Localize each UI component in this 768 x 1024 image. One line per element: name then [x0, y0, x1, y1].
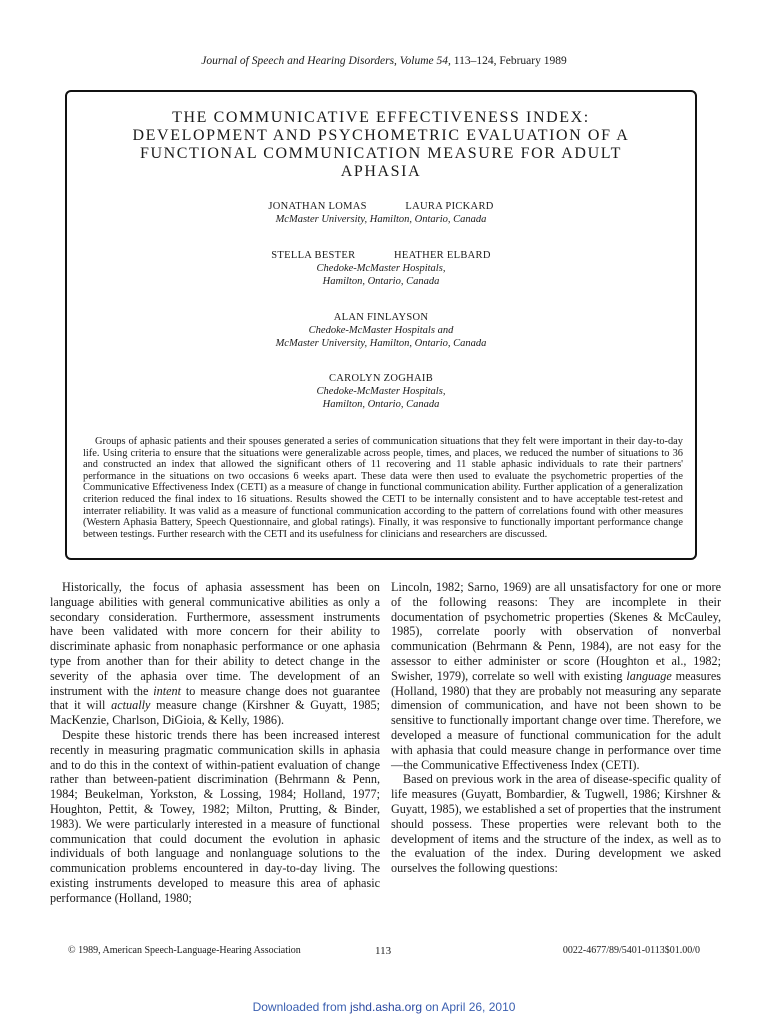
author-affiliation: McMaster University, Hamilton, Ontario, Canada — [275, 214, 487, 225]
abstract: Groups of aphasic patients and their spouses generated a series of communication situations that they felt were important in their day-to-day life. Using criteria to ensure that the situations were generalizable across people, times, and places, we reduced the number of situations to 36 and constructed an index that allowed the significant others of 11 recovering and 11 stable aphasic individuals to rate their partners' performance in the situations on two occasions 6 weeks apart. These data were then used to evaluate the psychometric properties of the Communicative Effectiveness Index (CETI) as a measure of change in functional communication ability. Further application of a generalization criterion reduced the final index to 16 situations. Results showed the CETI to be internally consistent and to have acceptable test-retest and interrater reliability. It was valid as a measure of functional communication according to the pattern of correlations found with other measures (Western Aphasia Battery, Speech Questionnaire, and global ratings). Finally, it was responsive to functionally important performance change between testings. Further research with the CETI and its usefulness for clinicians and researchers are discussed. — [83, 436, 683, 540]
author-group-4 — [67, 372, 695, 411]
body-paragraph: Lincoln, 1982; Sarno, 1969) are all unsatisfactory for one or more of the following reasons: They are incomplete in their documentation of psychometric properties (Skenes & McCauley, 1985), correlate poorly with observation of nonverbal communication (Behrmann & Penn, 1984), are not easy for the assessor to either administer or score (Houghton et al., 1982; Swisher, 1979), correlate so well with existing language measures (Holland, 1980) that they are probably not measuring any separate dimension of communication, and have not been shown to be sensitive to functionally important change over time. Therefore, we developed a measure of functional communication for the adult with aphasia that could measure change in performance over time—the Communicative Effectiveness Index (CETI). — [391, 580, 721, 772]
author-name: ALAN FINLAYSON — [333, 312, 429, 323]
body-paragraph: Historically, the focus of aphasia assessment has been on language abilities with general communicative abilities as only a secondary consideration. Furthermore, assessment instruments have been validated with more concern for their ability to discriminate aphasic from nonaphasic performance or one aphasia type from another than for their ability to detect change in the severity of the aphasia over time. The development of an instrument with the intent to measure change does not guarantee that it will actually measure change (Kirshner & Guyatt, 1985; MacKenzie, Charlson, DiGioia, & Kelly, 1986). — [50, 580, 380, 728]
author-name: STELLA BESTER — [271, 250, 356, 261]
body-column-left — [50, 580, 380, 906]
author-group-2 — [67, 249, 695, 288]
download-notice: Downloaded from jshd.asha.org on April 26, 2010 — [252, 1000, 516, 1014]
author-group-3 — [67, 311, 695, 350]
author-group-1 — [67, 200, 695, 226]
copyright: © 1989, American Speech-Language-Hearing Association — [68, 945, 301, 956]
title-box — [65, 90, 697, 560]
author-affiliation: McMaster University, Hamilton, Ontario, Canada — [275, 338, 487, 349]
title-line: FUNCTIONAL COMMUNICATION MEASURE FOR ADULT — [139, 145, 623, 162]
journal-header — [0, 55, 768, 67]
author-affiliation: Hamilton, Ontario, Canada — [322, 276, 440, 287]
article-code: 0022-4677/89/5401-0113$01.00/0 — [562, 945, 700, 956]
author-name: HEATHER ELBARD — [394, 250, 491, 261]
title-line: APHASIA — [340, 163, 422, 180]
author-affiliation: Chedoke-McMaster Hospitals, — [316, 263, 446, 274]
body-paragraph: Based on previous work in the area of disease-specific quality of life measures (Guyatt, Bombardier, & Tugwell, 1986; Kirshner & Guyatt, 1985), we established a set of properties that the instrument should possess. These properties were relevant both to the development of items and the structure of the index, as well as to the evaluation of the index. During development we asked ourselves the following questions: — [391, 772, 721, 876]
author-affiliation: Chedoke-McMaster Hospitals, — [316, 386, 446, 397]
author-affiliation: Hamilton, Ontario, Canada — [322, 399, 440, 410]
title-line: DEVELOPMENT AND PSYCHOMETRIC EVALUATION OF A — [132, 127, 630, 144]
author-name: LAURA PICKARD — [405, 201, 494, 212]
emphasis: intent — [153, 683, 182, 698]
author-affiliation: Chedoke-McMaster Hospitals and — [308, 325, 454, 336]
page-number: 113 — [375, 945, 392, 957]
body-paragraph: Despite these historic trends there has been increased interest recently in measuring pragmatic communication skills in aphasia and to do this in the context of within-patient evaluation of change rather than between-patient discrimination (Behrmann & Penn, 1984; Beukelman, Yorkston, & Lossing, 1984; Holland, 1977; Houghton, Pettit, & Towey, 1982; Milton, Prutting, & Binder, 1983). We were particularly interested in a measure of functional communication that could document the evolution in aphasic individuals of both language and nonlanguage solutions to the communication problems encountered in day-to-day living. The existing instruments developed to measure this area of aphasic performance (Holland, 1980; — [50, 727, 380, 905]
journal-pages-date: 113–124, February 1989 — [453, 55, 567, 67]
journal-name: Journal of Speech and Hearing Disorders, Volume 54, — [201, 55, 451, 67]
body-column-right — [391, 580, 721, 876]
article-title — [67, 109, 695, 181]
download-link[interactable]: jshd.asha.org — [349, 1000, 423, 1014]
emphasis: language — [626, 668, 672, 683]
title-line: THE COMMUNICATIVE EFFECTIVENESS INDEX: — [172, 109, 590, 126]
author-name: JONATHAN LOMAS — [268, 201, 367, 212]
emphasis: actually — [111, 698, 151, 713]
author-name: CAROLYN ZOGHAIB — [328, 373, 434, 384]
